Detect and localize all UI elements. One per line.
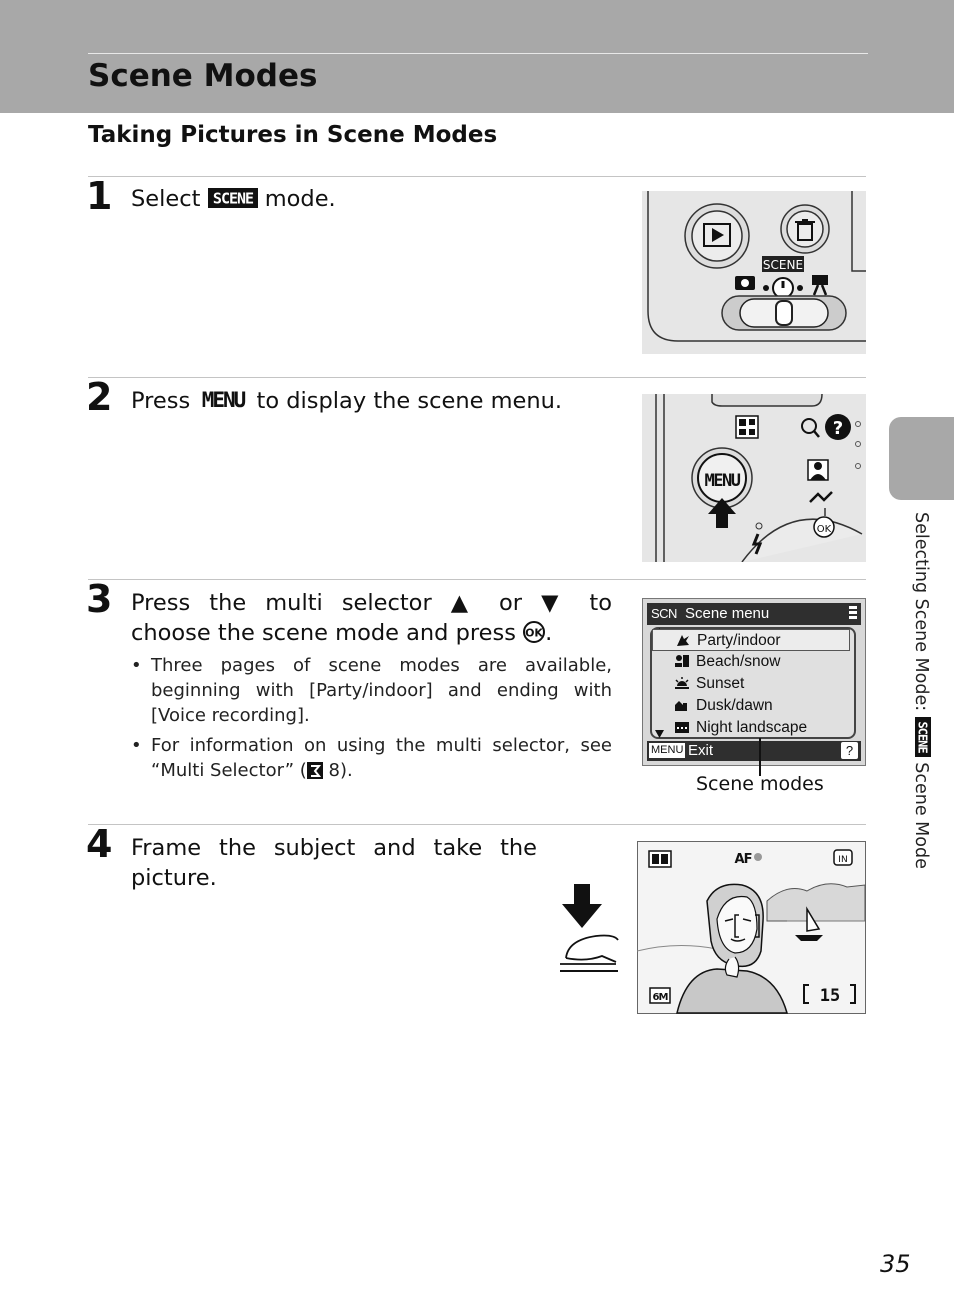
step-text-after: . [545,620,553,646]
menu-key-badge: MENU [651,744,684,756]
scene-menu-list [650,627,856,739]
scene-menu-titlebar [647,603,861,625]
svg-text:OK: OK [525,626,544,640]
side-tab [889,417,954,500]
step-divider [88,176,866,177]
monitor-illustration [637,841,866,1014]
step-text [131,184,336,217]
scroll-down-icon [655,730,664,738]
side-text-before: Selecting Scene Mode: [911,512,931,712]
step-text-line: Press the multi selector ▲ or ▼ to [131,590,612,616]
scene-menu-screen [642,598,866,766]
beach-snow-icon [674,653,690,667]
step-text-after: mode. [264,186,336,212]
scrollbar-icon [849,606,857,622]
side-tab-text [908,512,932,884]
menu-button-illustration [642,394,866,562]
exit-label[interactable]: Exit [688,742,714,759]
step-text-before: Press [131,388,191,414]
svg-text:SCENE: SCENE [915,721,930,753]
scene-mode-icon [208,187,258,217]
scene-menu-item-label: Sunset [696,675,745,692]
image-size-label: 6M [652,992,668,1003]
callout-line [759,738,761,776]
svg-text:MENU: MENU [202,388,245,411]
svg-text:SCENE: SCENE [212,189,253,208]
bullet-text-tail: 8). [322,760,353,781]
step-number: 2 [86,375,113,419]
sunset-icon [674,675,690,689]
section-title: Taking Pictures in Scene Modes [88,122,498,148]
page-title: Scene Modes [88,58,318,94]
step-text [131,386,562,419]
scene-menu-item-sunset[interactable] [674,673,854,695]
step-text-line: Frame the subject and take the [131,835,537,861]
page-reference-icon [307,761,323,786]
menu-button-label: MENU [704,471,740,491]
step-divider [88,824,866,825]
exposures-remaining: 15 [819,986,841,1006]
step-text-before: Select [131,186,201,212]
step-divider [88,579,866,580]
scene-menu-item-party-indoor[interactable] [652,629,850,651]
night-landscape-icon [674,719,690,733]
shutter-press-icon [556,884,622,976]
scn-badge: SCN [651,606,677,621]
scene-mode-icon [908,717,932,757]
scene-menu-item-beach-snow[interactable] [674,651,854,673]
internal-memory-label: IN [838,855,848,865]
bullet-list [131,653,612,791]
page-number: 35 [880,1250,911,1278]
header-band [0,0,954,113]
mode-dial-illustration [642,191,866,354]
step-number: 4 [86,822,113,866]
scene-menu-title: Scene menu [685,605,770,622]
scene-menu-footer [647,741,861,761]
help-badge[interactable]: ? [841,742,858,759]
scene-menu-item-label: Night landscape [696,719,808,736]
callout-label: Scene modes [696,773,824,795]
step-text [131,618,552,651]
step-text-line: picture. [131,865,217,891]
ok-button-label: OK [816,524,832,535]
scene-menu-item-dusk-dawn[interactable] [674,695,854,717]
bullet-text: For information on using the multi selector, see “Multi Selector” ( [151,735,612,781]
step-number: 3 [86,577,113,621]
menu-button-icon [197,387,249,419]
step-number: 1 [86,174,113,218]
step-text-after: to display the scene menu. [256,388,563,414]
scene-menu-item-night-landscape[interactable] [674,717,854,739]
ok-button-icon [523,621,545,651]
step-divider [88,377,866,378]
scene-menu-item-label: Dusk/dawn [696,697,773,714]
header-rule [88,53,868,54]
mode-dial-scene-label: SCENE [762,258,804,272]
step-text-before: choose the scene mode and press [131,620,516,646]
dusk-dawn-icon [674,697,690,711]
svg-text:?: ? [832,418,844,439]
af-indicator-label: AF [734,852,752,867]
side-text-after: Scene Mode [911,762,931,869]
party-indoor-icon [675,632,691,646]
bullet-item [131,733,612,786]
bullet-item: • Three pages of scene modes are available, beginning with [Party/indoor] and ending with [Voice recording]. [131,653,612,728]
scene-menu-item-label: Beach/snow [696,653,781,670]
scene-menu-item-label: Party/indoor [697,632,781,649]
